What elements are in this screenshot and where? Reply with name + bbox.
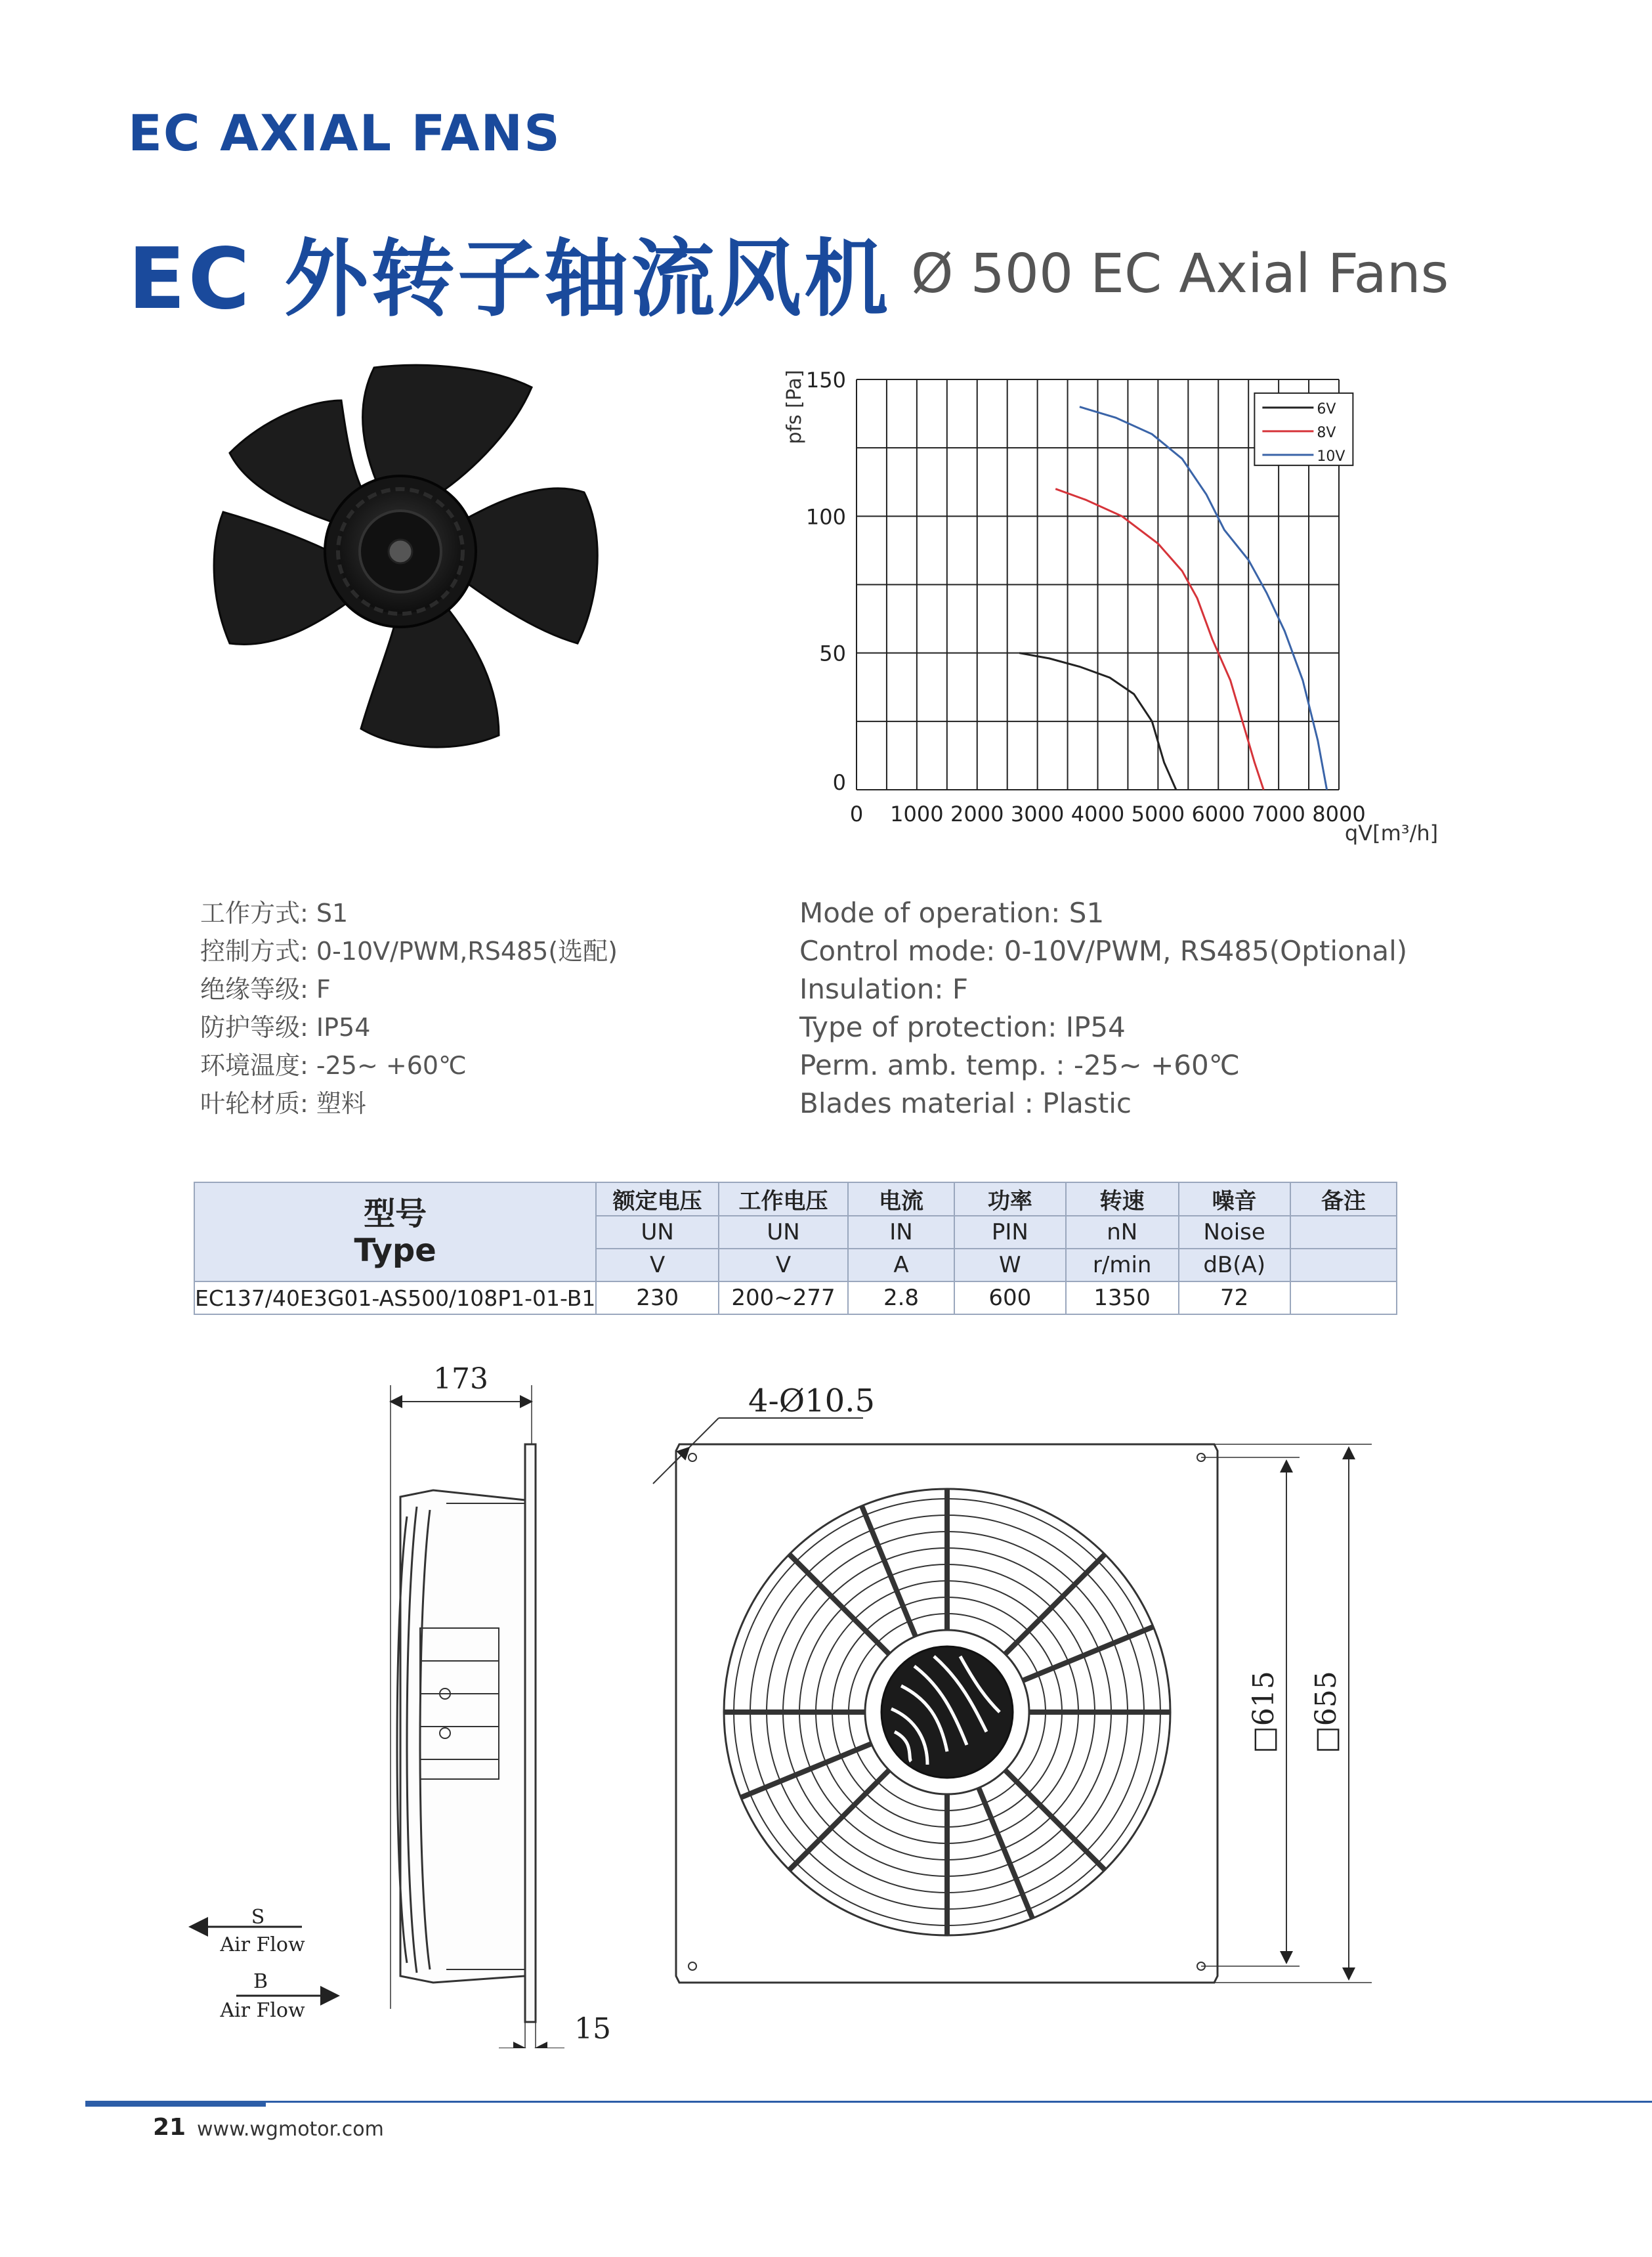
spec-label: 绝缘等级:: [200, 975, 308, 1004]
type-label-en: Type: [354, 1232, 436, 1269]
spec-value: -25~ +60℃: [1073, 1049, 1240, 1081]
x-tick-label: 8000: [1312, 802, 1366, 827]
table-row: [194, 1281, 1397, 1314]
symbol-cell: IN: [848, 1216, 954, 1249]
spec-label: Control mode:: [799, 935, 996, 967]
spec-gap: [308, 937, 316, 966]
spec-row: [200, 1008, 618, 1046]
symbol-cell: [1290, 1216, 1397, 1249]
spec-row: [799, 1046, 1407, 1085]
chart-y-axis-label: pfs [Pa]: [783, 370, 806, 444]
spec-row: [799, 894, 1407, 932]
spec-value: -25~ +60℃: [316, 1051, 467, 1080]
x-tick-label: 2000: [950, 802, 1004, 827]
y-tick-label: 100: [805, 504, 846, 530]
footer-divider: [85, 2101, 1652, 2103]
unit-cell: [1290, 1249, 1397, 1281]
unit-cell: r/min: [1066, 1249, 1179, 1281]
spec-gap: [995, 935, 1004, 967]
chart-x-axis-label: qV[m³/h]: [1344, 821, 1439, 846]
y-tick-label: 50: [819, 641, 846, 666]
header-cell: 转速: [1066, 1182, 1179, 1216]
spec-label: Blades material :: [799, 1087, 1034, 1119]
spec-value: S1: [316, 899, 349, 928]
spec-gap: [1060, 897, 1069, 929]
side-view-drawing: [391, 1385, 564, 2048]
spec-gap: [308, 1013, 316, 1042]
symbol-cell: Noise: [1179, 1216, 1290, 1249]
spec-value: 0-10V/PWM,RS485(选配): [316, 937, 618, 966]
symbol-cell: nN: [1066, 1216, 1179, 1249]
header-cell: 备注: [1290, 1182, 1397, 1216]
value-cell: 200~277: [719, 1281, 848, 1314]
dim-depth-label: 173: [433, 1362, 488, 1396]
spec-row: [799, 932, 1407, 970]
spec-label: 环境温度:: [200, 1051, 308, 1080]
spec-label: Perm. amb. temp. :: [799, 1049, 1065, 1081]
spec-row: [200, 1085, 618, 1123]
legend-entry: 8V: [1317, 424, 1336, 441]
header-cell: 电流: [848, 1182, 954, 1216]
symbol-cell: PIN: [954, 1216, 1066, 1249]
spec-row: [799, 1008, 1407, 1046]
airflow-b-label: Air Flow: [220, 1999, 305, 2022]
spec-row: [799, 1085, 1407, 1123]
value-cell: 2.8: [848, 1281, 954, 1314]
header-cell: 功率: [954, 1182, 1066, 1216]
spec-gap: [308, 975, 316, 1004]
specs-cn-list: [200, 894, 618, 1123]
airflow-b-letter: B: [253, 1970, 268, 1993]
spec-row: [200, 1046, 618, 1085]
x-tick-label: 7000: [1252, 802, 1305, 827]
dim-inner-label: □615: [1247, 1671, 1281, 1753]
technical-drawing: [171, 1352, 1483, 2048]
spec-row: [799, 970, 1407, 1008]
category-heading: EC AXIAL FANS: [128, 104, 561, 162]
unit-cell: A: [848, 1249, 954, 1281]
x-tick-label: 6000: [1191, 802, 1245, 827]
spec-label: Type of protection:: [799, 1011, 1057, 1043]
chart-legend: [1254, 393, 1353, 465]
airflow-s-letter: S: [251, 1906, 265, 1929]
spec-value: 塑料: [316, 1089, 366, 1118]
performance-chart: [768, 355, 1451, 853]
spec-value: 0-10V/PWM, RS485(Optional): [1004, 935, 1408, 967]
header-cell: 噪音: [1179, 1182, 1290, 1216]
airflow-s-label: Air Flow: [220, 1933, 305, 1956]
spec-row: [200, 970, 618, 1008]
unit-cell: W: [954, 1249, 1066, 1281]
spec-value: IP54: [316, 1013, 371, 1042]
footer-accent-bar: [85, 2103, 266, 2107]
unit-cell: V: [596, 1249, 719, 1281]
type-label-cn: 型号: [364, 1195, 427, 1232]
value-cell: 72: [1179, 1281, 1290, 1314]
table-header-row: [194, 1182, 1397, 1216]
type-header-cell: [194, 1182, 596, 1281]
unit-cell: dB(A): [1179, 1249, 1290, 1281]
page-title-en: Ø 500 EC Axial Fans: [911, 243, 1449, 305]
page-number: 21: [153, 2114, 186, 2141]
spec-gap: [1034, 1087, 1042, 1119]
spec-label: 工作方式:: [200, 899, 308, 928]
symbol-cell: UN: [719, 1216, 848, 1249]
dim-outer-label: □655: [1309, 1671, 1343, 1753]
x-tick-label: 0: [849, 802, 864, 827]
website-link[interactable]: www.wgmotor.com: [197, 2118, 384, 2141]
value-cell: 230: [596, 1281, 719, 1314]
x-tick-label: 1000: [890, 802, 944, 827]
header-cell: 工作电压: [719, 1182, 848, 1216]
y-tick-label: 0: [832, 770, 846, 795]
spec-gap: [308, 1051, 316, 1080]
spec-label: 控制方式:: [200, 937, 308, 966]
spec-row: [200, 894, 618, 932]
page-title-cn: EC 外转子轴流风机: [128, 230, 891, 328]
value-cell: 600: [954, 1281, 1066, 1314]
spec-row: [200, 932, 618, 970]
spec-table: [194, 1182, 1397, 1315]
model-cell: EC137/40E3G01-AS500/108P1-01-B1: [194, 1281, 596, 1314]
specs-en-list: [799, 894, 1407, 1123]
spec-value: IP54: [1065, 1011, 1126, 1043]
dim-holes-label: 4-Ø10.5: [748, 1383, 875, 1419]
spec-label: 防护等级:: [200, 1013, 308, 1042]
unit-cell: V: [719, 1249, 848, 1281]
fan-product-image: [184, 348, 610, 775]
spec-value: F: [952, 973, 969, 1005]
spec-label: 叶轮材质:: [200, 1089, 308, 1118]
legend-entry: 10V: [1317, 448, 1345, 465]
symbol-cell: UN: [596, 1216, 719, 1249]
x-tick-label: 4000: [1070, 802, 1125, 827]
spec-label: Insulation:: [799, 973, 944, 1005]
legend-entry: 6V: [1317, 400, 1336, 418]
spec-label: Mode of operation:: [799, 897, 1061, 929]
spec-gap: [1057, 1011, 1065, 1043]
spec-gap: [1065, 1049, 1074, 1081]
spec-gap: [308, 1089, 316, 1118]
value-cell: [1290, 1281, 1397, 1314]
spec-value: Plastic: [1042, 1087, 1132, 1119]
x-tick-label: 5000: [1131, 802, 1185, 827]
y-tick-label: 150: [805, 368, 846, 393]
dim-flange-label: 15: [574, 2012, 611, 2046]
header-cell: 额定电压: [596, 1182, 719, 1216]
spec-value: S1: [1069, 897, 1105, 929]
spec-gap: [308, 899, 316, 928]
spec-gap: [944, 973, 952, 1005]
spec-value: F: [316, 975, 331, 1004]
x-tick-label: 3000: [1010, 802, 1065, 827]
value-cell: 1350: [1066, 1281, 1179, 1314]
